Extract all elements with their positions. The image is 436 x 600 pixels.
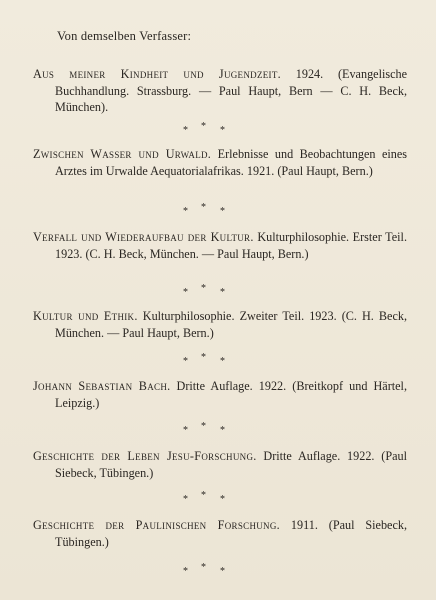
separator-star: *	[201, 121, 206, 132]
separator-star: *	[201, 421, 206, 432]
entry-details: Kulturphilosophie. Zweiter Teil. 1923. (C. H. Beck, München. — Paul Haupt, Bern.)	[55, 309, 407, 340]
bibliography-entry	[33, 378, 407, 411]
separator-stars	[0, 563, 436, 577]
separator-star: *	[201, 202, 206, 213]
entry-title: Johann Sebastian Bach.	[33, 379, 171, 393]
separator-star: *	[220, 206, 225, 217]
entry-details: 1924. (Evangelische Buchhandlung. Strassburg. — Paul Haupt, Bern — C. H. Beck, München).	[55, 67, 407, 115]
separator-stars	[0, 491, 436, 505]
entry-details: Kulturphilosophie. Erster Teil. 1923. (C. H. Beck, München. — Paul Haupt, Bern.)	[55, 230, 407, 261]
separator-star: *	[201, 352, 206, 363]
separator-stars	[0, 353, 436, 367]
separator-star: *	[220, 125, 225, 136]
bibliography-entry	[33, 308, 407, 341]
separator-star: *	[201, 283, 206, 294]
separator-star: *	[220, 287, 225, 298]
bibliography-entry	[33, 146, 407, 179]
separator-star: *	[220, 566, 225, 577]
entry-details: 1911. (Paul Siebeck, Tübingen.)	[55, 518, 408, 549]
bibliography-entry	[33, 448, 407, 481]
separator-star: *	[183, 125, 188, 136]
separator-star: *	[183, 425, 188, 436]
separator-star: *	[183, 287, 188, 298]
bibliography-entry	[33, 229, 407, 262]
entry-title: Zwischen Wasser und Urwald.	[33, 147, 212, 161]
entry-details: Dritte Auflage. 1922. (Breitkopf und Härtel, Leipzig.)	[55, 379, 407, 410]
entry-title: Kultur und Ethik.	[33, 309, 138, 323]
separator-star: *	[220, 494, 225, 505]
separator-stars	[0, 203, 436, 217]
bibliography-entry	[33, 66, 407, 116]
separator-stars	[0, 422, 436, 436]
separator-star: *	[201, 562, 206, 573]
separator-star: *	[183, 356, 188, 367]
separator-star: *	[220, 356, 225, 367]
separator-star: *	[220, 425, 225, 436]
bibliography-entry	[33, 517, 407, 550]
separator-star: *	[183, 494, 188, 505]
entry-details: Erlebnisse und Beobachtungen eines Arztes im Urwalde Aequatorialafrikas. 1921. (Paul Haupt, Bern.)	[55, 147, 408, 178]
separator-stars	[0, 122, 436, 136]
entry-details: Dritte Auflage. 1922. (Paul Siebeck, Tübingen.)	[55, 449, 408, 480]
separator-star: *	[201, 490, 206, 501]
entry-title: Geschichte der Paulinischen Forschung.	[33, 518, 280, 532]
entry-title: Aus meiner Kindheit und Jugendzeit.	[33, 67, 281, 81]
entry-title: Geschichte der Leben Jesu-Forschung.	[33, 449, 257, 463]
entry-title: Verfall und Wiederaufbau der Kultur.	[33, 230, 254, 244]
separator-stars	[0, 284, 436, 298]
separator-star: *	[183, 566, 188, 577]
page-heading: Von demselben Verfasser:	[57, 29, 192, 43]
separator-star: *	[183, 206, 188, 217]
